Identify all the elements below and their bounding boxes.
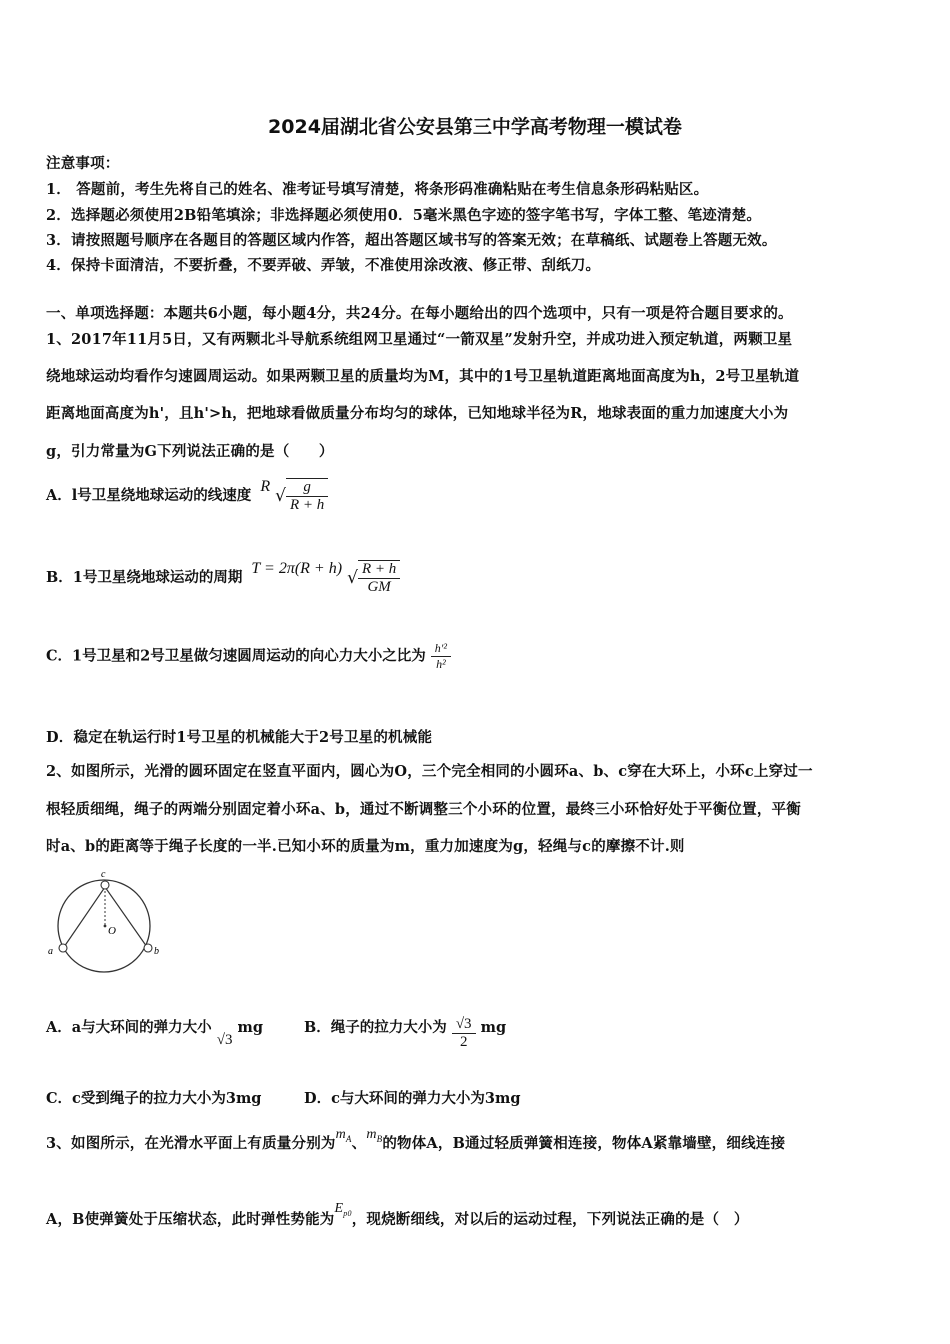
ring-a [59,944,67,952]
sqrt-sign-icon: √ [347,568,358,588]
rope-left [64,887,105,947]
q2-line-2: 根轻质细绳，绳子的两端分别固定着小环a、b，通过不断调整三个小环的位置，最终三小环恰好处于平衡位置，平衡 [46,801,801,818]
q1-line-2: 绕地球运动均看作匀速圆周运动。如果两颗卫星的质量均为M，其中的1号卫星轨道距离地面高度为h，2号卫星轨道 [46,368,800,385]
q1-option-a-fraction [286,478,328,514]
q2-option-a-unit: mg [237,1019,263,1036]
q2-option-b-num: √3 [452,1016,476,1034]
q2-option-d: D．c与大环间的弹力大小为3mg [304,1090,521,1107]
q1-option-d: D．稳定在轨运行时1号卫星的机械能大于2号卫星的机械能 [46,729,433,746]
ring-b [144,944,152,952]
q1-option-c-den: h² [436,657,446,671]
q3-line-2-b: ，现烧断细线，对以后的运动过程，下列说法正确的是（ ） [351,1211,749,1228]
q1-option-c-fraction [431,641,451,672]
q3-sep: 、 [351,1135,367,1152]
q2-option-b [304,1016,506,1051]
q1-option-a-prefix: R [260,478,271,495]
q1-option-a [46,478,328,514]
label-c: c [101,869,106,880]
q1-option-b [46,560,400,596]
notice-item-1: 1． 答题前，考生先将自己的姓名、准考证号填写清楚，将条形码准确粘贴在考生信息条形码粘贴区。 [46,181,709,198]
q2-option-a-text: A．a与大环间的弹力大小 [46,1019,212,1036]
rope-right [105,887,147,947]
q3-energy [335,1201,352,1216]
notice-item-4: 4．保持卡面清洁，不要折叠，不要弄破、弄皱，不准使用涂改液、修正带、刮纸刀。 [46,257,601,274]
q1-option-b-num: R + h [358,561,400,579]
ring-figure [44,868,164,978]
q3-mass-a-sub: A [345,1133,352,1144]
ring-c [101,881,109,889]
notice-item-3: 3．请按照题号顺序在各题目的答题区域内作答，超出答题区域书写的答案无效；在草稿纸、试题卷上答题无效。 [46,232,777,249]
label-o: O [108,925,116,937]
q3-line-2-a: A，B使弹簧处于压缩状态，此时弹性势能为 [46,1211,335,1228]
q1-line-3: 距离地面高度为h'，且h'>h，把地球看做质量分布均匀的球体，已知地球半径为R，地球表面的重力加速度大小为 [46,405,789,422]
q3-mass-b-sub: B [376,1133,383,1144]
q1-option-c-num: h'² [431,641,451,657]
label-b: b [154,946,159,957]
center-point [104,925,107,928]
section-heading: 一、单项选择题：本题共6小题，每小题4分，共24分。在每小题给出的四个选项中，只有一项是符合题目要求的。 [46,305,793,322]
q1-option-b-text: B．1号卫星绕地球运动的周期 [46,569,243,586]
notice-heading: 注意事项： [46,155,120,172]
q2-option-b-text: B．绳子的拉力大小为 [304,1019,447,1036]
q3-mass-b [366,1127,382,1142]
notice-item-2: 2．选择题必须使用2B铅笔填涂；非选择题必须使用0．5毫米黑色字迹的签字笔书写，字体工整、笔迹清楚。 [46,207,762,224]
q1-line-1: 1、2017年11月5日，又有两颗北斗导航系统组网卫星通过“一箭双星”发射升空，并成功进入预定轨道，两颗卫星 [46,331,793,348]
q1-option-b-den: GM [367,579,391,595]
q3-line-2 [46,1201,749,1230]
q3-mass-a [336,1127,352,1142]
q1-option-a-text: A．l号卫星绕地球运动的线速度 [46,487,252,504]
q2-line-1: 2、如图所示，光滑的圆环固定在竖直平面内，圆心为O，三个完全相同的小圆环a、b、c穿在大环上，小环c上穿过一 [46,763,813,780]
q1-option-c [46,641,451,672]
q1-option-b-prefix: T = 2π(R + h) [251,560,343,577]
q1-option-b-fraction [358,560,400,596]
q3-mass-b-symbol: m [366,1127,377,1142]
q3-line-1-a: 3、如图所示，在光滑水平面上有质量分别为 [46,1135,336,1152]
q2-option-a [46,1016,263,1048]
q2-option-c: C．c受到绳子的拉力大小为3mg [46,1090,262,1107]
label-a: a [48,946,53,957]
q1-line-4: g，引力常量为G下列说法正确的是（ ） [46,443,334,460]
page-title: 2024届湖北省公安县第三中学高考物理一模试卷 [268,116,682,138]
q2-option-b-den: 2 [459,1034,468,1050]
sqrt-sign-icon: √ [275,486,287,506]
q3-mass-a-symbol: m [335,1127,346,1142]
q3-energy-symbol: E [334,1201,344,1216]
q1-option-a-den: R + h [290,497,325,513]
q3-energy-sub: p0 [343,1208,352,1218]
q2-option-b-fraction [452,1016,476,1051]
q3-line-1-b: 的物体A，B通过轻质弹簧相连接，物体A紧靠墙壁，细线连接 [382,1135,786,1152]
q3-line-1 [46,1127,786,1154]
q2-option-b-unit: mg [480,1019,507,1036]
q1-option-c-text: C．1号卫星和2号卫星做匀速圆周运动的向心力大小之比为 [46,647,426,665]
q1-option-a-num: g [286,479,328,497]
q2-line-3: 时a、b的距离等于绳子长度的一半.已知小环的质量为m，重力加速度为g，轻绳与c的摩擦不计.则 [46,838,685,855]
q2-option-a-math: √3 [216,1032,233,1048]
